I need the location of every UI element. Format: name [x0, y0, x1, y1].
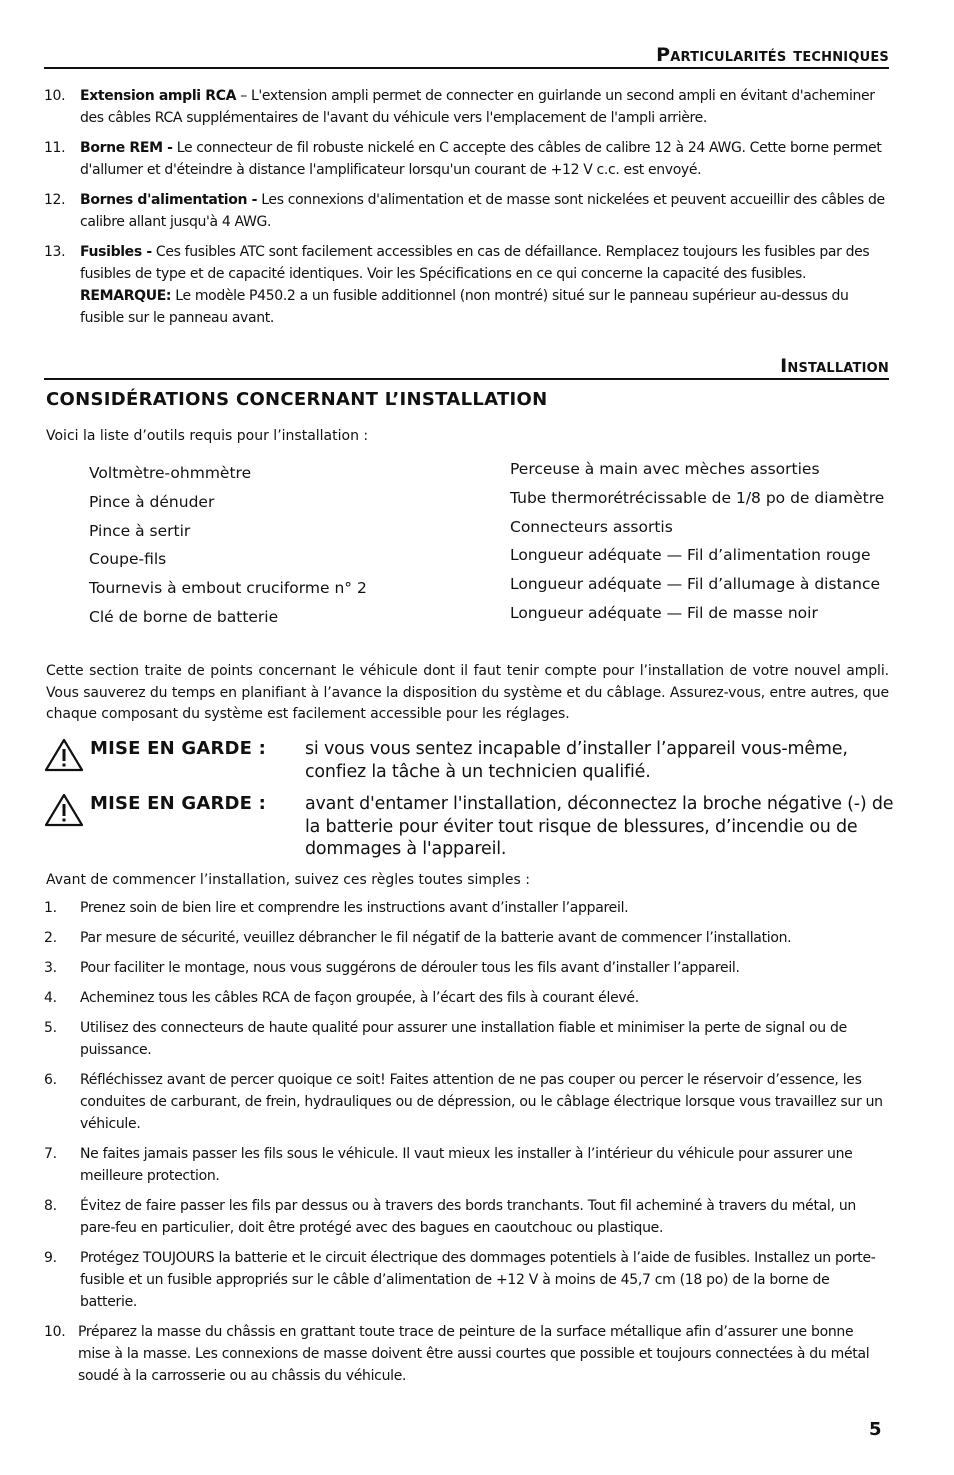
tool-item: Pince à sertir	[89, 521, 191, 540]
warning-triangle-icon	[44, 793, 84, 827]
tool-item: Tube thermorétrécissable de 1/8 po de diamètre	[510, 488, 885, 507]
feature-number: 12.	[44, 192, 66, 208]
tool-item: Tournevis à embout cruciforme n° 2	[89, 579, 367, 598]
rule-text: Ne faites jamais passer les fils sous le véhicule. Il vaut mieux les installer à l’intérieur du véhicule pour assurer une meilleure protection.	[80, 1146, 853, 1184]
rule-item	[44, 1017, 889, 1061]
rule-item	[44, 1195, 889, 1239]
subheading-installation-considerations: CONSIDÉRATIONS CONCERNANT L’INSTALLATION	[46, 389, 548, 410]
feature-text	[80, 241, 889, 329]
feature-text	[80, 137, 889, 181]
rule-number: 10.	[44, 1324, 66, 1340]
rule-number: 8.	[44, 1198, 57, 1214]
tools-list-left	[89, 462, 489, 635]
rules-list	[44, 897, 889, 1395]
tools-list-right	[510, 458, 890, 631]
rule-text: Acheminez tous les câbles RCA de façon groupée, à l’écart des fils à courant élevé.	[80, 990, 639, 1006]
note-text: Le modèle P450.2 a un fusible additionnel (non montré) situé sur le panneau supérieur au-dessus du fusible sur le panneau avant.	[80, 288, 849, 326]
note-term: REMARQUE:	[80, 288, 172, 304]
feature-term: Extension ampli RCA	[80, 88, 237, 104]
rule-text: Réfléchissez avant de percer quoique ce soit! Faites attention de ne pas couper ou percer le réservoir d’essence, les conduites de carburant, de frein, hydrauliques ou de dépression, ou le câblage électrique lorsque vous travaillez sur un véhicule.	[80, 1072, 883, 1132]
feature-text	[80, 85, 889, 129]
rule-item	[44, 1143, 889, 1187]
feature-item	[44, 85, 889, 129]
feature-number: 11.	[44, 140, 66, 156]
warning-text: avant d'entamer l'installation, déconnectez la broche négative (-) de la batterie pour éviter tout risque de blessures, d’incendie ou de dommages à l'appareil.	[305, 794, 894, 859]
rule-number: 5.	[44, 1020, 57, 1036]
rule-text: Prenez soin de bien lire et comprendre les instructions avant d’installer l’appareil.	[80, 900, 629, 916]
feature-term: Bornes d'alimentation -	[80, 192, 258, 208]
tools-intro: Voici la liste d’outils requis pour l’installation :	[46, 428, 369, 444]
feature-term: Borne REM -	[80, 140, 173, 156]
rule-item	[44, 1247, 889, 1313]
feature-description: – L'extension ampli permet de connecter en guirlande un second ampli en évitant d'acheminer des câbles RCA supplémentaires de l'avant du véhicule vers l'emplacement de l'ampli arrière.	[80, 88, 875, 126]
section-header-installation	[44, 355, 889, 380]
feature-number: 13.	[44, 244, 66, 260]
tool-item: Longueur adéquate — Fil d’allumage à distance	[510, 575, 881, 594]
warning-label: MISE EN GARDE :	[90, 793, 267, 814]
feature-item	[44, 241, 889, 329]
tool-item: Voltmètre-ohmmètre	[89, 464, 252, 482]
rule-text: Préparez la masse du châssis en grattant toute trace de peinture de la surface métallique afin d’assurer une bonne mise à la masse. Les connexions de masse doivent être aussi courtes que possible et toujours connectées à du métal soudé à la carrosserie ou au châssis du véhicule.	[78, 1324, 870, 1384]
rule-number: 9.	[44, 1250, 57, 1266]
tool-item: Perceuse à main avec mèches assorties	[510, 460, 820, 478]
rule-text: Protégez TOUJOURS la batterie et le circuit électrique des dommages potentiels à l’aide de fusibles. Installez un porte-fusible et un fusible appropriés sur le câble d’alimentation de +12 V à moins de 45,7 cm (18 po) de la borne de batterie.	[80, 1250, 876, 1310]
rule-number: 6.	[44, 1072, 57, 1088]
tool-item: Coupe-fils	[89, 550, 167, 569]
rule-item	[44, 897, 889, 919]
rule-text: Utilisez des connecteurs de haute qualité pour assurer une installation fiable et minimiser la perte de signal ou de puissance.	[80, 1020, 847, 1058]
warning-label: MISE EN GARDE :	[90, 738, 267, 759]
feature-term: Fusibles -	[80, 244, 152, 260]
rule-number: 2.	[44, 930, 57, 946]
tool-item: Clé de borne de batterie	[89, 607, 279, 626]
rule-text: Évitez de faire passer les fils par dessus ou à travers des bords tranchants. Tout fil acheminé à travers du métal, un pare-feu en particulier, doit être protégé avec des bagues en caoutchouc ou plastique.	[80, 1198, 856, 1236]
rule-text: Par mesure de sécurité, veuillez débrancher le fil négatif de la batterie avant de commencer l’installation.	[80, 930, 792, 946]
rule-number: 4.	[44, 990, 57, 1006]
rule-number: 3.	[44, 960, 57, 976]
rule-item	[44, 987, 889, 1009]
rule-item	[44, 957, 889, 979]
feature-item	[44, 189, 889, 233]
warning-triangle-icon	[44, 738, 84, 772]
section-title-technical: Particularités techniques	[656, 44, 889, 66]
page-number: 5	[869, 1419, 882, 1440]
warning-text: si vous vous sentez incapable d’installer l’appareil vous-même, confiez la tâche à un technicien qualifié.	[305, 739, 848, 782]
rules-intro: Avant de commencer l’installation, suivez ces règles toutes simples :	[46, 872, 530, 888]
tool-item: Connecteurs assortis	[510, 517, 673, 536]
rule-number: 7.	[44, 1146, 57, 1162]
feature-text	[80, 189, 889, 233]
feature-number: 10.	[44, 88, 66, 104]
rule-item	[44, 1321, 889, 1387]
feature-description: Ces fusibles ATC sont facilement accessibles en cas de défaillance. Remplacez toujours les fusibles par des fusibles de type et de capacité identiques. Voir les Spécifications en ce qui concerne la capacité des fusibles.	[80, 244, 870, 282]
tool-item: Longueur adéquate — Fil de masse noir	[510, 603, 818, 622]
rule-text: Pour faciliter le montage, nous vous suggérons de dérouler tous les fils avant d’installer l’appareil.	[80, 960, 740, 976]
section-header-technical	[44, 44, 889, 69]
rule-item	[44, 1069, 889, 1135]
feature-description: Les connexions d'alimentation et de masse sont nickelées et peuvent accueillir des câbles de calibre allant jusqu'à 4 AWG.	[80, 192, 885, 230]
rule-number: 1.	[44, 900, 57, 916]
section-title-installation: Installation	[780, 355, 889, 377]
tool-item: Pince à dénuder	[89, 492, 215, 511]
features-list	[44, 85, 889, 329]
rule-item	[44, 927, 889, 949]
feature-description: Le connecteur de fil robuste nickelé en C accepte des câbles de calibre 12 à 24 AWG. Cette borne permet d'allumer et d'éteindre à distance l'amplificateur lorsqu'un courant de +12 V c.c. est envoyé.	[80, 140, 882, 178]
tool-item: Longueur adéquate — Fil d’alimentation rouge	[510, 546, 871, 565]
section-paragraph: Cette section traite de points concernant le véhicule dont il faut tenir compte pour l’installation de votre nouvel ampli. Vous sauverez du temps en planifiant à l’avance la disposition du système et du câblage. Assurez-vous, entre autres, que chaque composant du système est facilement accessible pour les réglages.	[46, 663, 889, 722]
feature-item	[44, 137, 889, 181]
